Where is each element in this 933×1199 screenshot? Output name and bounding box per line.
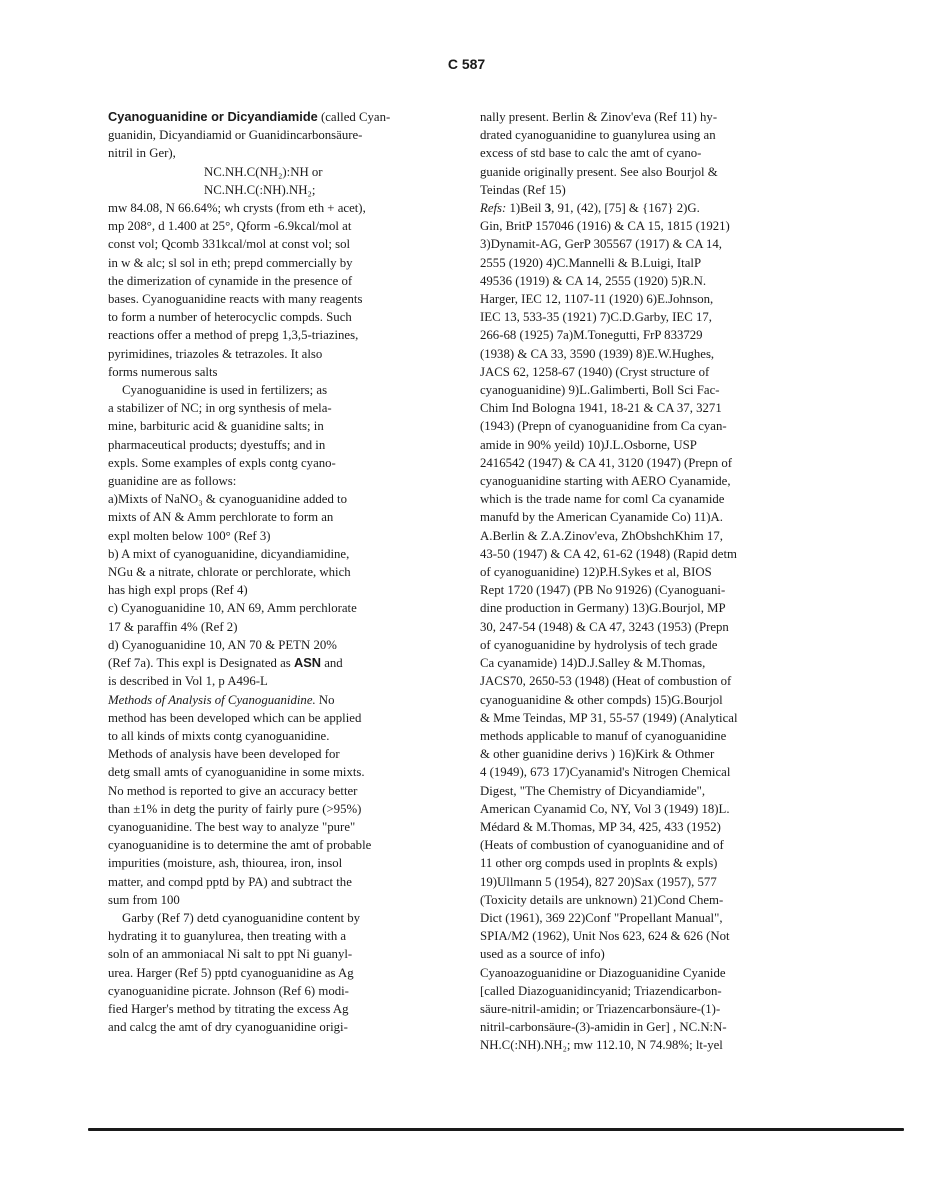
text-line: nitril in Ger),: [108, 146, 176, 161]
text-line: NH.C(:NH).NH₂; mw 112.10, N 74.98%; lt-yel: [480, 1038, 723, 1053]
formula-line: NC.NH.C(:NH).NH₂;: [204, 182, 316, 197]
text-line: cyanoguanidine is to determine the amt of probable: [108, 838, 372, 853]
bottom-rule: [88, 1128, 904, 1131]
text-line: excess of std base to calc the amt of cyano-: [480, 146, 702, 161]
text-line: to all kinds of mixts contg cyanoguanidine.: [108, 728, 330, 743]
text-line: 17 & paraffin 4% (Ref 2): [108, 619, 238, 634]
text-line: urea. Harger (Ref 5) pptd cyanoguanidine as Ag: [108, 965, 354, 980]
text-line: & other guanidine derivs ) 16)Kirk & Othmer: [480, 747, 715, 762]
text-line: in w & alc; sl sol in eth; prepd commercially by: [108, 255, 353, 270]
text-line: dine production in Germany) 13)G.Bourjol, MP: [480, 601, 726, 616]
text-line: 49536 (1919) & CA 14, 2555 (1920) 5)R.N.: [480, 273, 707, 288]
text-line: d) Cyanoguanidine 10, AN 70 & PETN 20%: [108, 637, 337, 652]
text-line: nitril-carbonsäure-(3)-amidin in Ger] , NC.N:N-: [480, 1020, 727, 1035]
page-number: C 587: [447, 56, 486, 72]
text-line: guanide originally present. See also Bourjol &: [480, 164, 718, 179]
text-line: (Toxicity details are unknown) 21)Cond Chem-: [480, 892, 724, 907]
text-line: 4 (1949), 673 17)Cyanamid's Nitrogen Chemical: [480, 765, 731, 780]
text-line: Refs: 1)Beil 3, 91, (42), [75] & {167} 2)G.: [480, 201, 700, 216]
left-column: [108, 108, 452, 1036]
text-line: which is the trade name for coml Ca cyanamide: [480, 492, 725, 507]
text-line: cyanoguanidine starting with AERO Cyanamide,: [480, 474, 731, 489]
text-line: No method is reported to give an accuracy better: [108, 783, 358, 798]
text-line: Cyanoazoguanidine or Diazoguanidine Cyanide: [480, 965, 726, 980]
text-line: [called Diazoguanidincyanid; Triazendicarbon-: [480, 983, 722, 998]
text-line: pyrimidines, triazoles & tetrazoles. It also: [108, 346, 323, 361]
text-line: expls. Some examples of expls contg cyano-: [108, 455, 336, 470]
text-line: pharmaceutical products; dyestuffs; and in: [108, 437, 326, 452]
text-line: JACS 62, 1258-67 (1940) (Cryst structure of: [480, 364, 710, 379]
text-line: const vol; Qcomb 331kcal/mol at const vol; sol: [108, 237, 351, 252]
text-line: a)Mixts of NaNO₃ & cyanoguanidine added to: [108, 492, 348, 507]
text-line: Harger, IEC 12, 1107-11 (1920) 6)E.Johnson,: [480, 292, 714, 307]
text-line: American Cyanamid Co, NY, Vol 3 (1949) 18)L.: [480, 801, 730, 816]
text-line: Gin, BritP 157046 (1916) & CA 15, 1815 (1921): [480, 219, 730, 234]
text-line: (Heats of combustion of cyanoguanidine and of: [480, 838, 724, 853]
text-line: A.Berlin & Z.A.Zinov'eva, ZhObshchKhim 17,: [480, 528, 723, 543]
text-line: [108, 909, 452, 927]
text-line: Dict (1961), 369 22)Conf "Propellant Manual",: [480, 910, 723, 925]
text-line: NGu & a nitrate, chlorate or perchlorate, which: [108, 565, 351, 580]
text-line: mine, barbituric acid & guanidine salts; in: [108, 419, 324, 434]
text-line: mp 208°, d 1.400 at 25°, Qform -6.9kcal/mol at: [108, 219, 352, 234]
text-line: Digest, "The Chemistry of Dicyandiamide",: [480, 783, 706, 798]
text-line: of cyanoguanidine) 12)P.H.Sykes et al, BIOS: [480, 565, 712, 580]
text-line: the dimerization of cynamide in the presence of: [108, 273, 353, 288]
text-line: nally present. Berlin & Zinov'eva (Ref 11) hy-: [480, 110, 718, 124]
right-column: [480, 108, 800, 1055]
text-line: guanidine are as follows:: [108, 474, 237, 489]
text-line: (Ref 7a). This expl is Designated as ASN and: [108, 655, 343, 671]
text-line: 3)Dynamit-AG, GerP 305567 (1917) & CA 14,: [480, 237, 722, 252]
text-line: matter, and compd pptd by PA) and subtract the: [108, 874, 352, 889]
text-line: bases. Cyanoguanidine reacts with many reagents: [108, 292, 363, 307]
text-line: 266-68 (1925) 7a)M.Tonegutti, FrP 833729: [480, 328, 703, 343]
text-line: cyanoguanidine & other compds) 15)G.Bourjol: [480, 692, 723, 707]
text-line: c) Cyanoguanidine 10, AN 69, Amm perchlorate: [108, 601, 357, 616]
text-line: 2416542 (1947) & CA 41, 3120 (1947) (Prepn of: [480, 455, 733, 470]
text-line: sum from 100: [108, 892, 180, 907]
text-line: impurities (moisture, ash, thiourea, iron, insol: [108, 856, 343, 871]
text-line: than ±1% in detg the purity of fairly pure (>95%): [108, 801, 362, 816]
text-line: [108, 381, 452, 399]
text-line: mixts of AN & Amm perchlorate to form an: [108, 510, 334, 525]
text-line: Chim Ind Bologna 1941, 18-21 & CA 37, 3271: [480, 401, 722, 416]
text-line: 11 other org compds used in proplnts & expls): [480, 856, 718, 871]
text-line: Rept 1720 (1947) (PB No 91926) (Cyanoguani-: [480, 583, 726, 598]
paragraph-start: Garby (Ref 7) detd cyanoguanidine content by: [122, 910, 361, 925]
text-line: Methods of analysis have been developed for: [108, 747, 340, 762]
text-line: (1938) & CA 33, 3590 (1939) 8)E.W.Hughes,: [480, 346, 715, 361]
paragraph-start: Cyanoguanidine is used in fertilizers; as: [122, 383, 328, 398]
text-line: guanidin, Dicyandiamid or Guanidincarbonsäure-: [108, 128, 363, 143]
text-line: a stabilizer of NC; in org synthesis of mela-: [108, 401, 332, 416]
text-line: fied Harger's method by titrating the excess Ag: [108, 1001, 349, 1016]
text-line: is described in Vol 1, p A496-L: [108, 674, 268, 689]
text-line: manufd by the American Cyanamide Co) 11)A.: [480, 510, 723, 525]
text-line: cyanoguanidine) 9)L.Galimberti, Boll Sci Fac-: [480, 383, 720, 398]
text-line: Methods of Analysis of Cyanoguanidine. No: [108, 692, 335, 707]
text-line: SPIA/M2 (1962), Unit Nos 623, 624 & 626 (Not: [480, 929, 730, 944]
text-line: amide in 90% yeild) 10)J.L.Osborne, USP: [480, 437, 697, 452]
text-line: methods applicable to manuf of cyanoguanidine: [480, 728, 727, 743]
text-line: (1943) (Prepn of cyanoguanidine from Ca cyan-: [480, 419, 727, 434]
text-line: Médard & M.Thomas, MP 34, 425, 433 (1952): [480, 819, 721, 834]
text-line: cyanoguanidine picrate. Johnson (Ref 6) modi-: [108, 983, 349, 998]
text-line: used as a source of info): [480, 947, 605, 962]
text-line: b) A mixt of cyanoguanidine, dicyandiamidine,: [108, 546, 350, 561]
text-line: method has been developed which can be applied: [108, 710, 362, 725]
text-line: has high expl props (Ref 4): [108, 583, 248, 598]
text-line: 43-50 (1947) & CA 42, 61-62 (1948) (Rapid detm: [480, 546, 737, 561]
formula-line: NC.NH.C(NH₂):NH or: [204, 164, 323, 179]
text-line: and calcg the amt of dry cyanoguanidine origi-: [108, 1020, 348, 1035]
text-line: forms numerous salts: [108, 364, 218, 379]
text-line: Ca cyanamide) 14)D.J.Salley & M.Thomas,: [480, 656, 706, 671]
text-line: of cyanoguanidine by hydrolysis of tech grade: [480, 637, 718, 652]
text-line: cyanoguanidine. The best way to analyze "pure": [108, 819, 356, 834]
text-line: reactions offer a method of prepg 1,3,5-triazines,: [108, 328, 359, 343]
text-line: 30, 247-54 (1948) & CA 47, 3243 (1953) (Prepn: [480, 619, 729, 634]
text-line: säure-nitril-amidin; or Triazencarbonsäure-(1)-: [480, 1001, 721, 1016]
text-line: hydrating it to guanylurea, then treating with a: [108, 929, 347, 944]
text-line: IEC 13, 533-35 (1921) 7)C.D.Garby, IEC 17,: [480, 310, 712, 325]
text-line: drated cyanoguanidine to guanylurea using an: [480, 128, 716, 143]
text-line: expl molten below 100° (Ref 3): [108, 528, 271, 543]
text-line: & Mme Teindas, MP 31, 55-57 (1949) (Analytical: [480, 710, 738, 725]
text-line: JACS70, 2650-53 (1948) (Heat of combustion of: [480, 674, 732, 689]
text-line: 2555 (1920) 4)C.Mannelli & B.Luigi, ItalP: [480, 255, 702, 270]
text-line: soln of an ammoniacal Ni salt to ppt Ni guanyl-: [108, 947, 353, 962]
text-line: to form a number of heterocyclic compds. Such: [108, 310, 352, 325]
text-line: Cyanoguanidine or Dicyandiamide (called Cyan-: [108, 109, 391, 124]
text-line: mw 84.08, N 66.64%; wh crysts (from eth + acet),: [108, 201, 366, 216]
text-line: 19)Ullmann 5 (1954), 827 20)Sax (1957), 577: [480, 874, 717, 889]
text-line: Teindas (Ref 15): [480, 182, 566, 197]
text-line: detg small amts of cyanoguanidine in some mixts.: [108, 765, 365, 780]
